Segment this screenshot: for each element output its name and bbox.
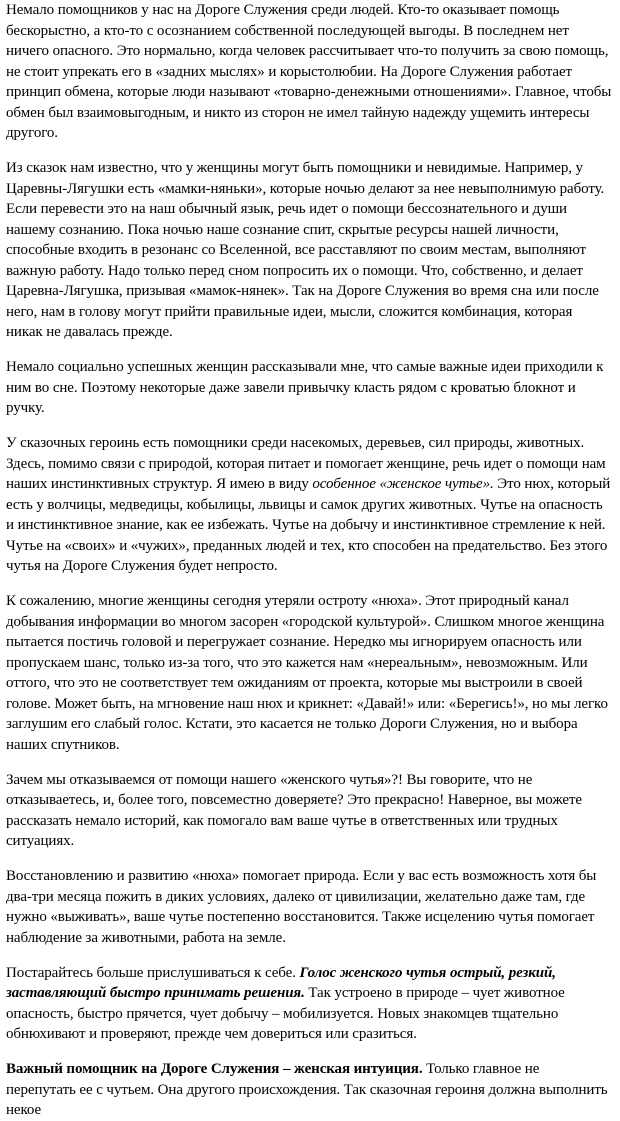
paragraph-5 [6, 591, 612, 755]
paragraph-4-text-b: Это нюх, который есть у волчицы, медведицы, кобылицы, львицы и самок других животных. Чутье на опасность и инстинктивное знание, как ее избежать. Чутье на добычу и инстинктивное стремление к ней. Чутье на «своих» и «чужих», преданных людей и тех, кто способен на предательство. Без этого чутья на Дороге Служения будет непросто. [6, 476, 611, 574]
paragraph-3 [6, 357, 612, 419]
paragraph-3-text: Немало социально успешных женщин рассказывали мне, что самые важные идеи приходили к ним во сне. Поэтому некоторые даже завели привычку класть рядом с кроватью блокнот и ручку. [6, 359, 604, 416]
paragraph-5-text: К сожалению, многие женщины сегодня утеряли остроту «нюха». Этот природный канал добывания информации во многом засорен «городской культурой». Слишком многое женщина пытается постичь головой и перегружает сознание. Нередко мы игнорируем опасность или пропускаем шанс, только из-за того, что это кажется нам «нереальным», невозможным. Или оттого, что это не соответствует тем ожиданиям от проекта, которые мы выстроили в своей голове. Может быть, на мгновение наш нюх и крикнет: «Давай!» или: «Берегись!», но мы легко заглушим его слабый голос. Кстати, это касается не только Дороги Служения, но и выбора наших спутников. [6, 593, 608, 753]
paragraph-7-text: Восстановлению и развитию «нюха» помогает природа. Если у вас есть возможность хотя бы два-три месяца пожить в диких условиях, далеко от цивилизации, желательно даже там, где нужно «выживать», ваше чутье постепенно восстановится. Также исцелению чутья помогает наблюдение за животными, работа на земле. [6, 868, 597, 946]
paragraph-8-text-a: Постарайтесь больше прислушиваться к себе. [6, 964, 300, 981]
paragraph-8 [6, 963, 612, 1045]
paragraph-9-text: Только главное не перепутать ее с чутьем. Она другого происхождения. Так сказочная героиня должна выполнить некое [6, 1061, 608, 1118]
paragraph-2 [6, 158, 612, 343]
paragraph-8-text-b: Так устроено в природе – чует животное опасность, быстро прячется, чует добычу – мобилизуется. Новых знакомцев тщательно обнюхивают и проверяют, прежде чем довериться или сразиться. [6, 985, 565, 1042]
paragraph-7 [6, 866, 612, 948]
paragraph-6 [6, 770, 612, 852]
paragraph-1 [6, 0, 612, 144]
paragraph-8-bold-italic-phrase: Голос женского чутья острый, резкий, заставляющий быстро принимать решения. [6, 964, 556, 1001]
paragraph-6-text: Зачем мы отказываемся от помощи нашего «женского чутья»?! Вы говорите, что не отказываетесь, и, более того, повсеместно доверяете? Это прекрасно! Наверное, вы можете рассказать немало историй, как помогало вам ваше чутье в ответственных или трудных ситуациях. [6, 771, 582, 849]
paragraph-2-text: Из сказок нам известно, что у женщины могут быть помощники и невидимые. Например, у Царевны-Лягушки есть «мамки-няньки», которые ночью делают за нее невыполнимую работу. Если перевести это на наш обычный язык, речь идет о помощи бессознательного и души нашему сознанию. Пока ночью наше сознание спит, скрытые ресурсы нашей личности, способные входить в резонанс со Вселенной, все расставляют по своим местам, выполняют важную работу. Надо только перед сном попросить их о помощи. Что, собственно, и делает Царевна-Лягушка, призывая «мамок-нянек». Так на Дороге Служения во время сна или после него, нам в голову могут прийти правильные идеи, мысли, сложится комбинация, которая никак не давалась прежде. [6, 160, 605, 340]
paragraph-1-text: Немало помощников у нас на Дороге Служения среди людей. Кто-то оказывает помощь бескорыстно, а кто-то с осознанием собственной последующей выгоды. В последнем нет ничего опасного. Это нормально, когда человек рассчитывает что-то получить за свою помощь, не стоит упрекать его в «задних мыслях» и корыстолюбии. На Дороге Служения работает принцип обмена, которые люди называют «товарно-денежными отношениями». Главное, чтобы обмен был взаимовыгодным, и никто из сторон не имел тайную надежду ущемить интересы другого. [6, 2, 612, 141]
paragraph-4 [6, 433, 612, 577]
paragraph-9-bold-lead: Важный помощник на Дороге Служения – женская интуиция. [6, 1061, 423, 1077]
paragraph-4-italic-phrase: особенное «женское чутье». [312, 476, 494, 492]
paragraph-9 [6, 1059, 612, 1121]
paragraph-4-text-a: У сказочных героинь есть помощники среди насекомых, деревьев, сил природы, животных. Здесь, помимо связи с природой, которая питает и помогает женщине, речь идет о помощи нам наших инстинктивных структур. Я имею в виду [6, 435, 606, 492]
